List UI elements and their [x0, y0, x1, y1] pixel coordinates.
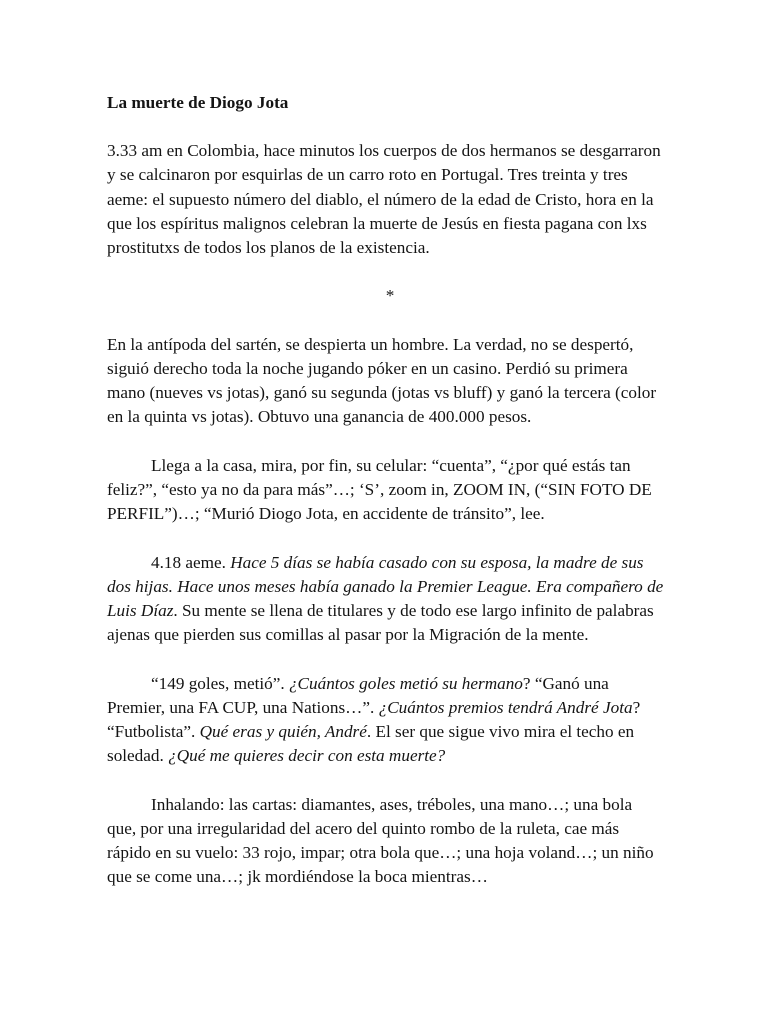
- paragraph-5-italic-d: ¿Cuántos premios tendrá André Jota: [378, 697, 633, 717]
- paragraph-4-time: 4.18 aeme.: [151, 552, 231, 572]
- paragraph-5-italic-f: Qué eras y quién, André: [199, 722, 367, 741]
- paragraph-4: [107, 551, 665, 648]
- paragraph-5-italic-b: ¿Cuántos goles metió su hermano: [288, 673, 523, 693]
- paragraph-4-rest: . Su mente se llena de titulares y de todo ese largo infinito de palabras ajenas que pierden sus comillas al pasar por la Migración de la mente.: [107, 601, 654, 645]
- paragraph-5-part-e: ? “Futbolista”.: [107, 697, 641, 741]
- paragraph-5: [107, 672, 665, 769]
- paragraph-5-part-g: . El ser que sigue vivo mira el techo en soledad.: [107, 722, 635, 766]
- section-separator: *: [385, 286, 395, 306]
- document-body: [107, 91, 665, 914]
- paragraph-3: Llega a la casa, mira, por fin, su celular: “cuenta”, “¿por qué estás tan feliz?”, “esto ya no da para más”…; ‘S’, zoom in, ZOOM IN, (“SIN FOTO DE PERFIL”)…; “Murió Diogo Jota, en accidente de tránsito”, lee.: [107, 455, 652, 524]
- paragraph-4-italic: Hace 5 días se había casado con su esposa, la madre de sus dos hijas. Hace unos meses había ganado la Premier League. Era compañero de Luis Díaz: [107, 552, 664, 620]
- paragraph-1: 3.33 am en Colombia, hace minutos los cuerpos de dos hermanos se desgarraron y se calcinaron por esquirlas de un carro roto en Portugal. Tres treinta y tres aeme: el supuesto número del diablo, el número de la edad de Cristo, hora en la que los espíritus malignos celebran la muerte de Jesús en fiesta pagana con lxs prostitutxs de todos los planos de la existencia.: [107, 141, 661, 258]
- paragraph-2: En la antípoda del sartén, se despierta un hombre. La verdad, no se despertó, siguió derecho toda la noche jugando póker en un casino. Perdió su primera mano (nueves vs jotas), ganó su segunda (jotas vs bluff) y ganó la tercera (color en la quinta vs jotas). Obtuvo una ganancia de 400.000 pesos.: [107, 334, 657, 427]
- paragraph-6: Inhalando: las cartas: diamantes, ases, tréboles, una mano…; una bola que, por una irregularidad del acero del quinto rombo de la ruleta, cae más rápido en su vuelo: 33 rojo, impar; otra bola que…; una hoja voland…; un niño que se come una…; jk mordiéndose la boca mientras…: [107, 794, 654, 887]
- paragraph-5-part-a: “149 goles, metió”.: [151, 673, 289, 693]
- paragraph-5-part-c: ? “Ganó una Premier, una FA CUP, una Nations…”.: [107, 673, 609, 717]
- paragraph-5-italic-h: ¿Qué me quieres decir con esta muerte?: [168, 746, 446, 766]
- document-title: La muerte de Diogo Jota: [107, 93, 289, 112]
